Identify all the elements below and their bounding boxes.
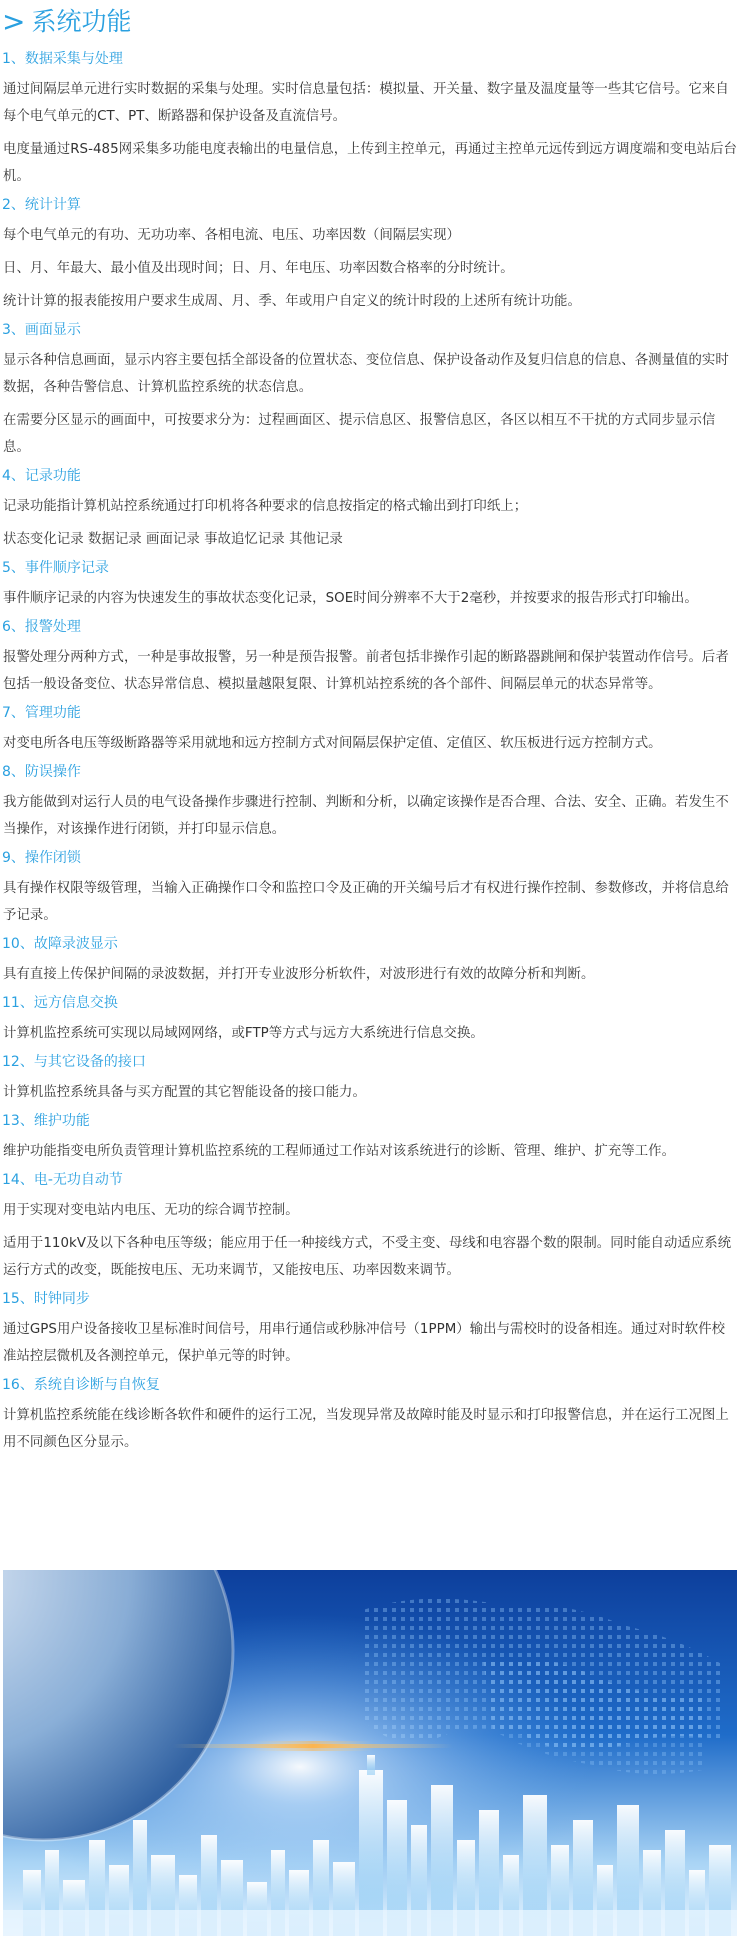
section-heading: 12、与其它设备的接口: [2, 1054, 146, 1070]
section-paragraph: 适用于110kV及以下各种电压等级；能应用于任一种接线方式，不受主变、母线和电容器个数的限制。同时能自动适应系统运行方式的改变，既能按电压、无功来调节，又能按电压、功率因数来调节。: [3, 1236, 732, 1278]
section-paragraph: 状态变化记录 数据记录 画面记录 事故追忆记录 其他记录: [3, 532, 343, 547]
chevron-right-icon: >: [2, 5, 26, 38]
feature-section: [0, 704, 740, 757]
feature-section: [0, 935, 740, 988]
section-heading: 14、电-无功自动节: [2, 1172, 123, 1188]
section-heading: 13、维护功能: [2, 1113, 90, 1129]
section-heading: 6、报警处理: [2, 619, 81, 635]
section-paragraph: 计算机监控系统能在线诊断各软件和硬件的运行工况，当发现异常及故障时能及时显示和打印报警信息，并在运行工况图上用不同颜色区分显示。: [3, 1408, 729, 1450]
section-paragraph: 具有直接上传保护间隔的录波数据，并打开专业波形分析软件，对波形进行有效的故障分析和判断。: [3, 967, 595, 982]
section-paragraph: 记录功能指计算机站控系统通过打印机将各种要求的信息按指定的格式输出到打印纸上；: [3, 499, 528, 514]
section-heading: 11、远方信息交换: [2, 995, 118, 1011]
feature-section: [0, 1053, 740, 1106]
section-paragraph: 通过GPS用户设备接收卫星标准时间信号，用串行通信或秒脉冲信号（1PPM）输出与需校时的设备相连。通过对时软件校准站控层微机及各测控单元，保护单元等的时钟。: [3, 1322, 726, 1364]
section-paragraph: 对变电所各电压等级断路器等采用就地和远方控制方式对间隔层保护定值、定值区、软压板进行远方控制方式。: [3, 736, 662, 751]
section-heading: 2、统计计算: [2, 197, 81, 213]
feature-section: [0, 994, 740, 1047]
feature-section: [0, 1171, 740, 1284]
section-heading: 1、数据采集与处理: [2, 51, 123, 67]
page-title-text: 系统功能: [31, 7, 132, 36]
section-paragraph: 报警处理分两种方式，一种是事故报警，另一种是预告报警。前者包括非操作引起的断路器跳闸和保护装置动作信号。后者包括一般设备变位、状态异常信息、模拟量越限复限、计算机站控系统的各个部件、间隔层单元的状态异常等。: [3, 650, 729, 692]
feature-section: [0, 321, 740, 461]
section-paragraph: 计算机监控系统具备与买方配置的其它智能设备的接口能力。: [3, 1085, 366, 1100]
section-heading: 3、画面显示: [2, 322, 81, 338]
section-heading: 8、防误操作: [2, 764, 81, 780]
section-paragraph: 日、月、年最大、最小值及出现时间；日、月、年电压、功率因数合格率的分时统计。: [3, 261, 514, 276]
section-paragraph: 电度量通过RS-485网采集多功能电度表输出的电量信息，上传到主控单元，再通过主控单元远传到远方调度端和变电站后台机。: [3, 142, 737, 184]
banner-image: [3, 1570, 737, 1936]
feature-section: [0, 1112, 740, 1165]
section-paragraph: 维护功能指变电所负责管理计算机监控系统的工程师通过工作站对该系统进行的诊断、管理、维护、扩充等工作。: [3, 1144, 676, 1159]
section-paragraph: 计算机监控系统可实现以局域网网络，或FTP等方式与远方大系统进行信息交换。: [3, 1026, 484, 1041]
section-paragraph: 通过间隔层单元进行实时数据的采集与处理。实时信息量包括：模拟量、开关量、数字量及温度量等一些其它信号。它来自每个电气单元的CT、PT、断路器和保护设备及直流信号。: [3, 82, 729, 124]
section-paragraph: 我方能做到对运行人员的电气设备操作步骤进行控制、判断和分析，以确定该操作是否合理、合法、安全、正确。若发生不当操作，对该操作进行闭锁，并打印显示信息。: [3, 795, 729, 837]
section-paragraph: 用于实现对变电站内电压、无功的综合调节控制。: [3, 1203, 299, 1218]
section-heading: 16、系统自诊断与自恢复: [2, 1377, 160, 1393]
section-paragraph: 显示各种信息画面，显示内容主要包括全部设备的位置状态、变位信息、保护设备动作及复归信息的信息、各测量值的实时数据，各种告警信息、计算机监控系统的状态信息。: [3, 353, 729, 395]
feature-section: [0, 1376, 740, 1456]
section-heading: 7、管理功能: [2, 705, 81, 721]
section-paragraph: 具有操作权限等级管理，当输入正确操作口令和监控口令及正确的开关编号后才有权进行操作控制、参数修改，并将信息给予记录。: [3, 881, 729, 923]
feature-sections: [0, 44, 740, 1462]
section-heading: 4、记录功能: [2, 468, 81, 484]
section-paragraph: 每个电气单元的有功、无功功率、各相电流、电压、功率因数（间隔层实现）: [3, 228, 460, 243]
feature-section: [0, 559, 740, 612]
section-heading: 5、事件顺序记录: [2, 560, 109, 576]
feature-section: [0, 1290, 740, 1370]
feature-section: [0, 196, 740, 315]
section-heading: 10、故障录波显示: [2, 936, 118, 952]
section-paragraph: 在需要分区显示的画面中，可按要求分为：过程画面区、提示信息区、报警信息区，各区以相互不干扰的方式同步显示信息。: [3, 413, 716, 455]
feature-section: [0, 763, 740, 843]
section-paragraph: 事件顺序记录的内容为快速发生的事故状态变化记录，SOE时间分辨率不大于2毫秒，并按要求的报告形式打印输出。: [3, 591, 698, 606]
feature-section: [0, 849, 740, 929]
section-heading: 15、时钟同步: [2, 1291, 90, 1307]
banner-graphic: [3, 1570, 737, 1936]
feature-section: [0, 50, 740, 190]
feature-section: [0, 467, 740, 553]
section-paragraph: 统计计算的报表能按用户要求生成周、月、季、年或用户自定义的统计时段的上述所有统计功能。: [3, 294, 581, 309]
feature-section: [0, 618, 740, 698]
page-title: [0, 2, 131, 42]
section-heading: 9、操作闭锁: [2, 850, 81, 866]
